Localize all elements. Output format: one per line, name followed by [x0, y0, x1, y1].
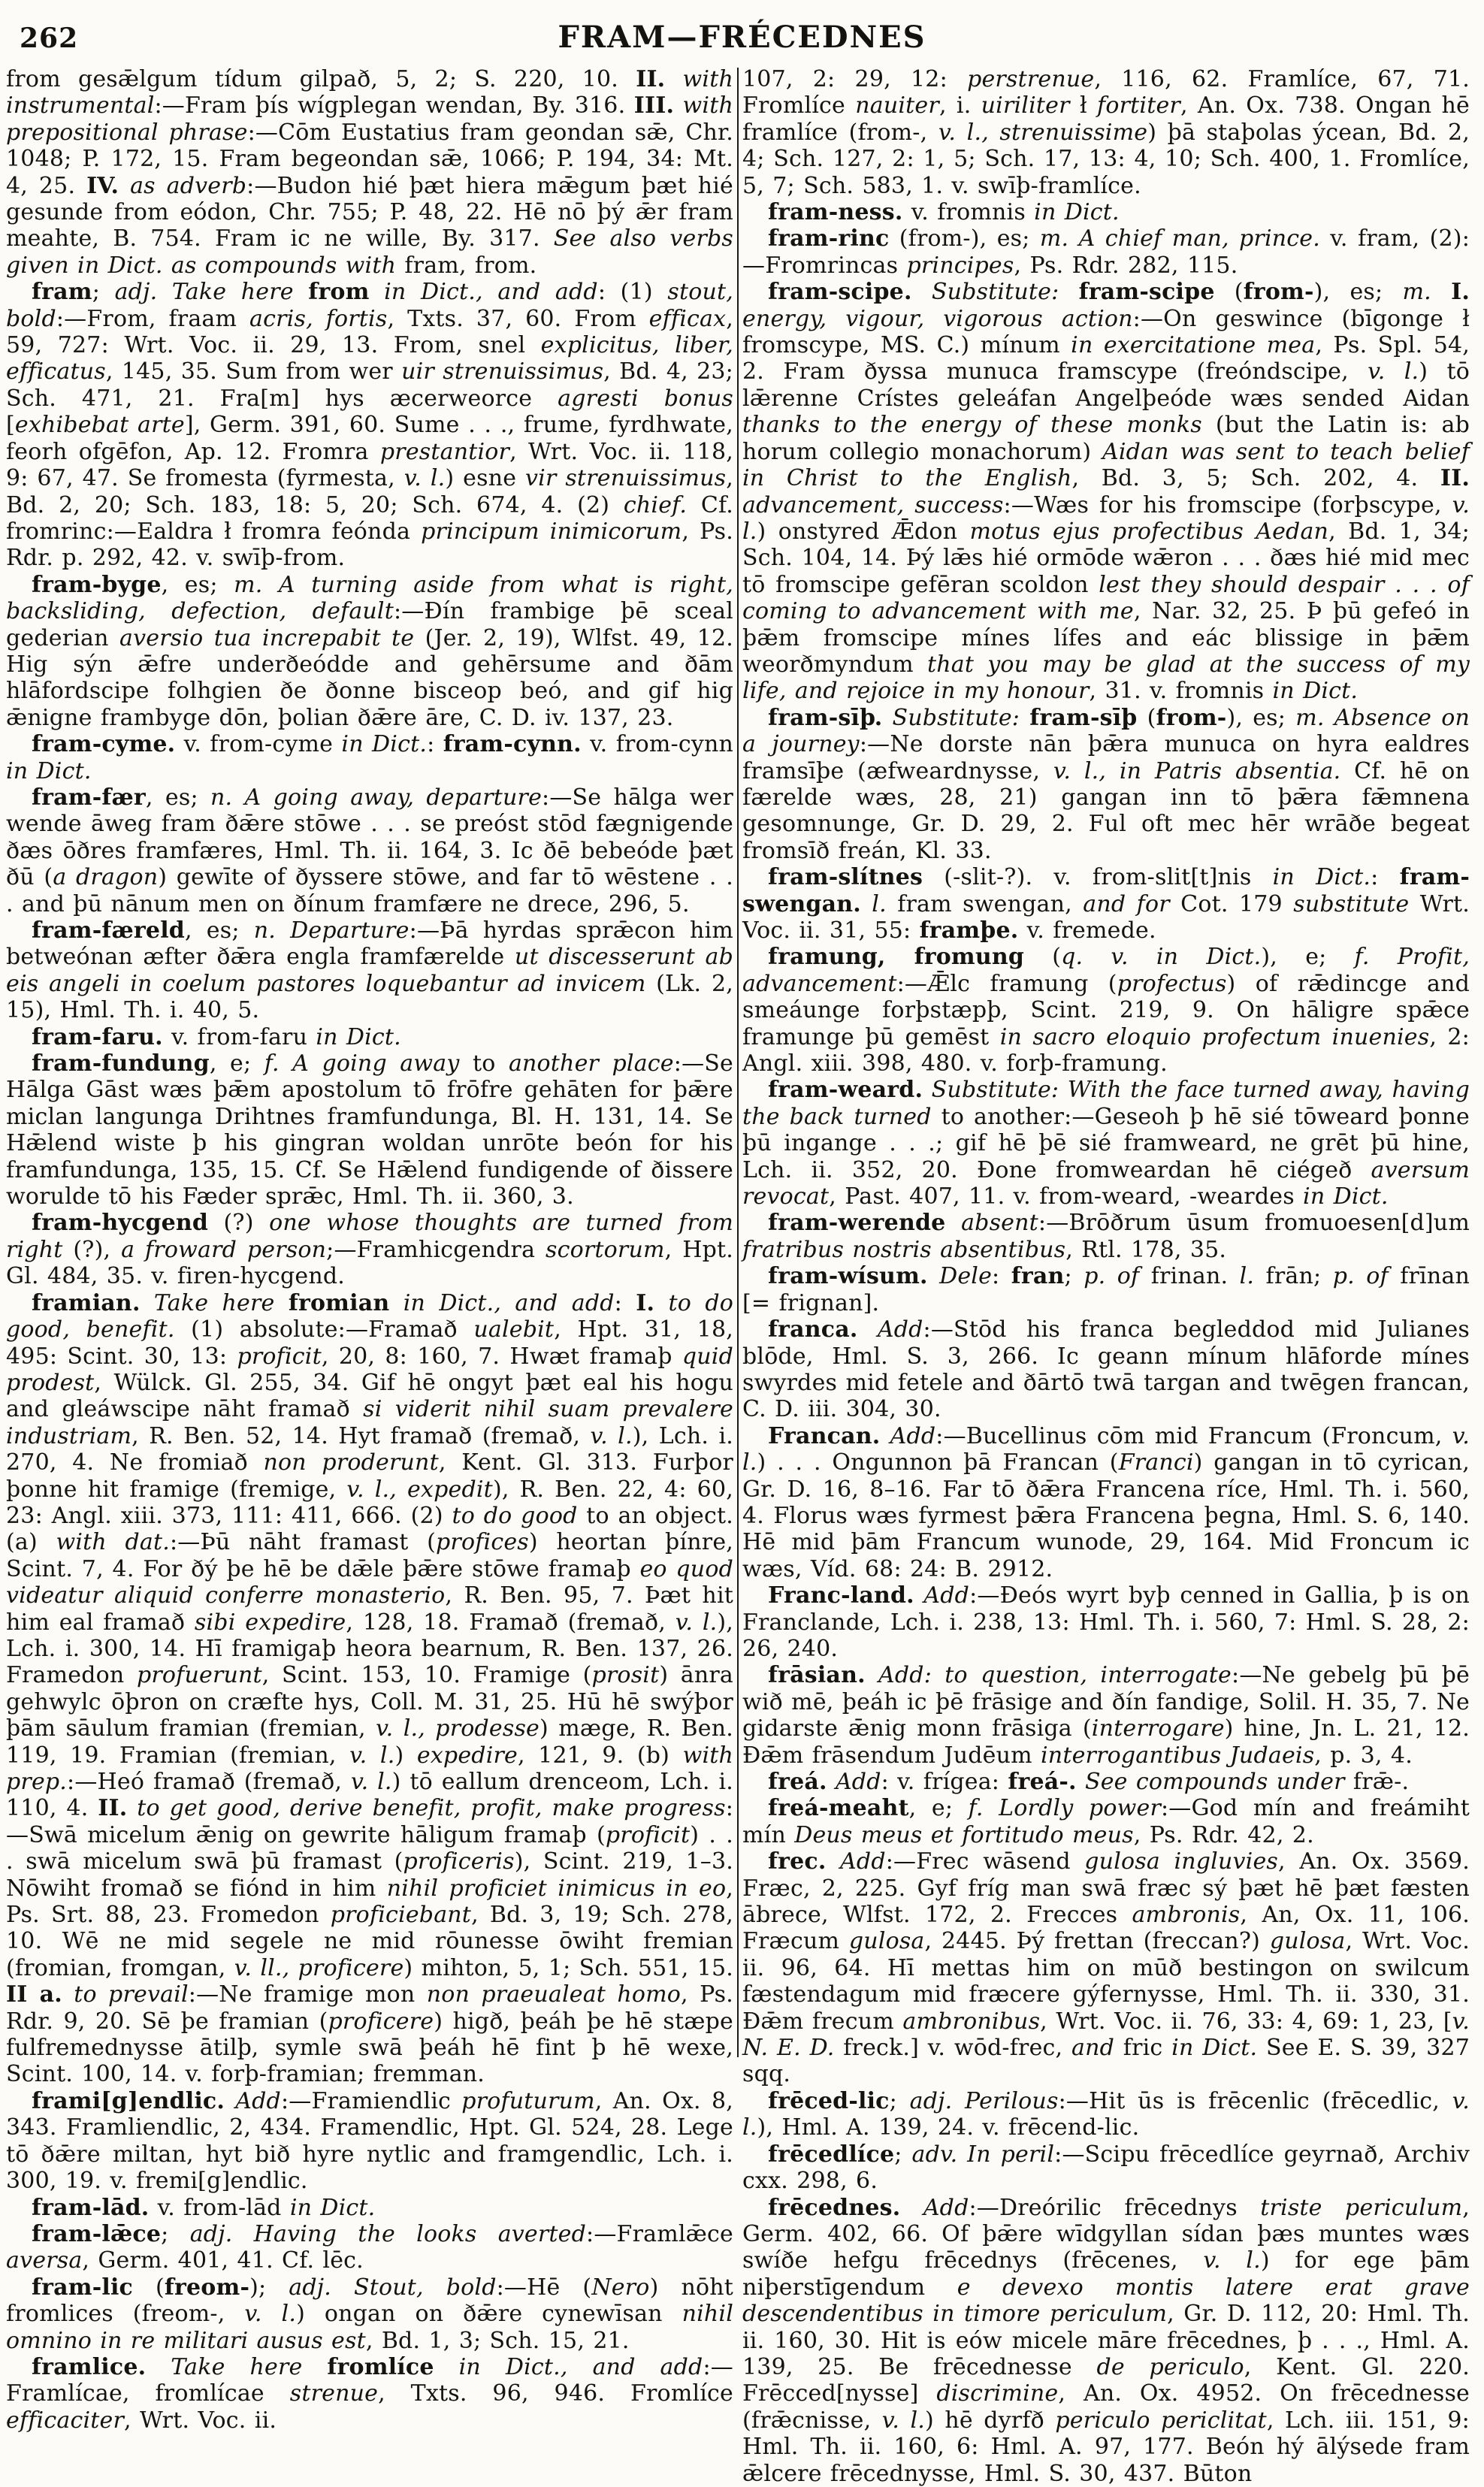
dictionary-entry: fram-werende absent:—Brōðrum ūsum fromuoesen[d]um fratribus nostris absentibus, Rtl. 178, 35. — [742, 1210, 1470, 1263]
page-number: 262 — [20, 23, 79, 54]
right-column — [742, 66, 1470, 2487]
dictionary-entry: fram-lic (freom-); adj. Stout, bold:—Hē (Nero) nōht fromlices (freom-, v. l.) ongan on ðǣre cynewīsan nihil omnino in re militari ausus est, Bd. 1, 3; Sch. 15, 21. — [6, 2274, 734, 2354]
dictionary-entry: fram-slítnes (-slit-?). v. from-slit[t]nis in Dict.: fram-swengan. l. fram swengan, and for Cot. 179 substitute Wrt. Voc. ii. 31, 55: framþe. v. fremede. — [742, 864, 1470, 944]
dictionary-entry: Franc-land. Add:—Ðeós wyrt byþ cenned in Gallia, þ is on Franclande, Lch. i. 238, 13: Hml. Th. i. 560, 7: Hml. S. 28, 2: 26, 240. — [742, 1582, 1470, 1662]
dictionary-entry: fram-fundung, e; f. A going away to another place:—Se Hālga Gāst wæs þǣm apostolum tō frōfre gehāten for þǣre miclan langunga Drihtnes framfundunga, Bl. H. 131, 14. Se Hǣlend wiste þ his gingran woldan unrōte beón for his framfundunga, 135, 15. Cf. Se Hǣlend fundigende of ðissere worulde tō his Fæder sprǣc, Hml. Th. ii. 360, 3. — [6, 1050, 733, 1210]
dictionary-entry: fram-sīþ. Substitute: fram-sīþ (from-), es; m. Absence on a journey:—Ne dorste nān þǣra munuca on hyra ealdres framsīþe (æfweardnysse, v. l., in Patris absentia. Cf. hē on færelde wæs, 28, 21) gangan inn tō þǣra fǣmnena gesomnunge, Gr. D. 29, 2. Ful oft mec hēr wrāðe begeat fromsīð freán, Kl. 33. — [742, 704, 1470, 864]
dictionary-entry: frēcednes. Add:—Dreórilic frēcednys triste periculum, Germ. 402, 66. Of þǣre wīdgyllan sídan þæs muntes wæs swíðe hefgu frēcednys (frēcenes, v. l.) for ege þām niþerstīgendum e devexo montis latere erat grave descendentibus in timore periculum, Gr. D. 112, 20: Hml. Th. ii. 160, 30. Hit is eów micele māre frēcednes, þ . . ., Hml. A. 139, 25. Be frēcednesse de periculo, Kent. Gl. 220. Frēcced[nysse] discrimine, An. Ox. 4952. On frēcednesse (frǣcnisse, v. l.) hē dyrfð periculo periclitat, Lch. iii. 151, 9: Hml. Th. ii. 160, 6: Hml. A. 97, 177. Beón hý ālýsede fram ǣlcere frēcednysse, Hml. S. 30, 437. Būton — [742, 2194, 1470, 2487]
dictionary-entry: frami[g]endlic. Add:—Framiendlic profuturum, An. Ox. 8, 343. Framliendlic, 2, 434. Framendlic, Hpt. Gl. 524, 28. Lege tō ðǣre miltan, hyt bið hyre nytlic and framgendlic, Lch. i. 300, 19. v. fremi[g]endlic. — [6, 2087, 733, 2195]
dictionary-entry: fram-faru. v. from-faru in Dict. — [32, 1023, 401, 1050]
dictionary-entry: framung, fromung (q. v. in Dict.), e; f. Profit, advancement:—Ǣlc framung (profectus) of rǣdincge and smeáunge forþstæpþ, Scint. 219, 9. On hāligre spǣce framunge þū gemēst in sacro eloquio profectum inuenies, 2: Angl. xiii. 398, 480. v. forþ-framung. — [742, 944, 1470, 1077]
column-divider — [737, 68, 739, 2057]
dictionary-entry: fram-fær, es; n. A going away, departure:—Se hālga wer wende āweg fram ðǣre stōwe . . . se preóst stōd fægnigende ðæs ōðres framfæres, Hml. Th. ii. 164, 3. Ic ðē bebeóde þæt ðū (a dragon) gewīte of ðyssere stōwe, and far tō wēstene . . . and þū nānum men on ðínum framfære ne drece, 296, 5. — [6, 784, 733, 917]
dictionary-entry: fram-færeld, es; n. Departure:—Þā hyrdas sprǣcon him betweónan æfter ðǣra engla framfærelde ut discesserunt ab eis angeli in coelum pastores loquebantur ad invicem (Lk. 2, 15), Hml. Th. i. 40, 5. — [6, 917, 733, 1024]
dictionary-entry: fram-ness. v. fromnis in Dict. — [768, 199, 1120, 226]
dictionary-entry: fram-scipe. Substitute: fram-scipe (from-), es; m. I. energy, vigour, vigorous action:—On geswince (bīgonge ł fromscype, MS. C.) mínum in exercitatione mea, Ps. Spl. 54, 2. Fram ðyssa munuca framscype (freóndscipe, v. l.) tō lǣrenne Crístes geleáfan Angelþeóde wæs sended Aidan thanks to the energy of these monks (but the Latin is: ab horum collegio monachorum) Aidan was sent to teach belief in Christ to the English, Bd. 3, 5; Sch. 202, 4. II. advancement, success:—Wæs for his fromscipe (forþscype, v. l.) onstyred Ǣdon motus ejus profectibus Aedan, Bd. 1, 34; Sch. 104, 14. Þý lǣs hié ormōde wǣron . . . ðæs hié mid mec tō fromscipe gefēran scoldon lest they should despair . . . of coming to advancement with me, Nar. 32, 25. Þ þū gefeó in þǣm fromscipe mínes lífes and eác blissige in þǣm weorðmyndum that you may be glad at the success of my life, and rejoice in my honour, 31. v. fromnis in Dict. — [742, 279, 1470, 705]
left-column — [6, 66, 733, 2434]
page-title: FRAM—FRÉCEDNES — [558, 20, 926, 55]
dictionary-entry: frēced-lic; adj. Perilous:—Hit ūs is frēcenlic (frēcedlic, v. l.), Hml. A. 139, 24. v. frēcend-lic. — [742, 2087, 1470, 2141]
dictionary-entry: frec. Add:—Frec wāsend gulosa ingluvies, An. Ox. 3569. Fræc, 2, 225. Gyf fríg man swā fræc sý þæt hē þæt fæsten ābrece, Wlfst. 172, 2. Frecces ambronis, An, Ox. 11, 106. Fræcum gulosa, 2445. Þý frettan (freccan?) gulosa, Wrt. Voc. ii. 96, 64. Hī mettas him on mūð bestingon on swilcum fæstendagum mid fræcere gýfernysse, Hml. Th. ii. 330, 31. Ðǣm frecum ambronibus, Wrt. Voc. ii. 76, 33: 4, 69: 1, 23, [v. N. E. D. freck.] v. wōd-frec, and fric in Dict. See E. S. 39, 327 sqq. — [742, 1848, 1470, 2088]
dictionary-entry: fram-hycgend (?) one whose thoughts are turned from right (?), a froward person;—Framhicgendra scortorum, Hpt. Gl. 484, 35. v. firen-hycgend. — [6, 1210, 733, 1290]
dictionary-entry: frāsian. Add: to question, interrogate:—Ne gebelg þū þē wið mē, þeáh ic þē frāsige and ðín fandige, Solil. H. 35, 7. Ne gidarste ǣnig monn frāsiga (interrogare) hine, Jn. L. 21, 12. Ðǣm frāsendum Judēum interrogantibus Judaeis, p. 3, 4. — [742, 1662, 1470, 1769]
dictionary-entry: fram-byge, es; m. A turning aside from what is right, backsliding, defection, default:—Ðín frambige þē sceal gederian aversio tua increpabit te (Jer. 2, 19), Wlfst. 49, 12. Hig sýn ǣfre underðeódde and gehērsume and ðām hlāfordscipe folhgien ðe ðonne bisceop beó, and gif hig ǣnigne frambyge dōn, þolian ðǣre āre, C. D. iv. 137, 23. — [6, 571, 734, 731]
dictionary-entry: freá. Add: v. frígea: freá-. See compounds under frǣ-. — [768, 1769, 1410, 1795]
dictionary-entry: fram-cyme. v. from-cyme in Dict.: fram-cynn. v. from-cynn in Dict. — [6, 731, 734, 784]
dictionary-entry: 107, 2: 29, 12: perstrenue, 116, 62. Framlíce, 67, 71. Fromlíce nauiter, i. uiriliter ł fortiter, An. Ox. 738. Ongan hē framlíce (from-, v. l., strenuissime) þā staþolas ýcean, Bd. 2, 4; Sch. 127, 2: 1, 5; Sch. 17, 13: 4, 10; Sch. 400, 1. Fromlíce, 5, 7; Sch. 583, 1. v. swīþ-framlíce. — [742, 66, 1470, 199]
dictionary-entry: freá-meaht, e; f. Lordly power:—God mín and freámiht mín Deus meus et fortitudo meus, Ps. Rdr. 42, 2. — [742, 1795, 1470, 1848]
dictionary-columns — [6, 66, 1471, 2487]
dictionary-entry: Francan. Add:—Bucellinus cōm mid Francum (Froncum, v. l.) . . . Ongunnon þā Francan (Franci) gangan in tō cyrican, Gr. D. 16, 8–16. Far tō ðǣra Francena ríce, Hml. Th. i. 560, 4. Florus wæs fyrmest þǣra Francena þegna, Hml. S. 6, 140. Hē mid þām Francum wunode, 29, 164. Mid Froncum ic wæs, Víd. 68: 24: B. 2912. — [742, 1422, 1470, 1582]
dictionary-entry: fram-rinc (from-), es; m. A chief man, prince. v. fram, (2):—Fromrincas principes, Ps. Rdr. 282, 115. — [742, 225, 1470, 279]
dictionary-entry: fram-wísum. Dele: fran; p. of frinan. l. frān; p. of frīnan [= frignan]. — [742, 1263, 1470, 1316]
dictionary-entry: fram-lād. v. from-lād in Dict. — [32, 2194, 376, 2221]
page-header — [0, 12, 1484, 65]
dictionary-entry: framlice. Take here fromlíce in Dict., and add:—Framlícae, fromlícae strenue, Txts. 96, 946. Fromlíce efficaciter, Wrt. Voc. ii. — [6, 2353, 734, 2434]
dictionary-entry: fram-lǣce; adj. Having the looks averted:—Framlǣce aversa, Germ. 401, 41. Cf. lēc. — [6, 2220, 733, 2274]
dictionary-entry: frēcedlíce; adv. In peril:—Scipu frēcedlíce geyrnað, Archiv cxx. 298, 6. — [742, 2141, 1470, 2195]
dictionary-entry: franca. Add:—Stōd his franca begleddod mid Julianes blōde, Hml. S. 3, 266. Ic geann mínum hlāforde mínes swyrdes mid fetele and ðārtō twā targan and twēgen francan, C. D. iii. 304, 30. — [742, 1316, 1470, 1423]
dictionary-entry: from gesǣlgum tídum gilpað, 5, 2; S. 220, 10. II. with instrumental:—Fram þís wígplegan wendan, By. 316. III. with prepositional phrase:—Cōm Eustatius fram geondan sǣ, Chr. 1048; P. 172, 15. Fram begeondan sǣ, 1066; P. 194, 34: Mt. 4, 25. IV. as adverb:—Budon hié þæt hiera mǣgum þæt hié gesunde from eódon, Chr. 755; P. 48, 22. Hē nō þý ǣr fram meahte, B. 754. Fram ic ne wille, By. 317. See also verbs given in Dict. as compounds with fram, from. — [6, 66, 733, 279]
dictionary-entry: fram-weard. Substitute: With the face turned away, having the back turned to another:—Geseoh þ hē sié tōweard þonne þū ingange . . .; gif hē þē sié framweard, ne grēt þū hine, Lch. ii. 352, 20. Ðone fromweardan hē ciégeð aversum revocat, Past. 407, 11. v. from-weard, -weardes in Dict. — [742, 1077, 1470, 1210]
dictionary-entry: fram; adj. Take here from in Dict., and add: (1) stout, bold:—From, fraam acris, fortis, Txts. 37, 60. From efficax, 59, 727: Wrt. Voc. ii. 29, 13. From, snel explicitus, liber, efficatus, 145, 35. Sum from wer uir strenuissimus, Bd. 4, 23; Sch. 471, 21. Fra[m] hys æcerweorce agresti bonus [exhibebat arte], Germ. 391, 60. Sume . . ., frume, fyrdhwate, feorh ofgēfon, Ap. 12. Fromra prestantior, Wrt. Voc. ii. 118, 9: 67, 47. Se fromesta (fyrmesta, v. l.) esne vir strenuissimus, Bd. 2, 20; Sch. 183, 18: 5, 20; Sch. 674, 4. (2) chief. Cf. fromrinc:—Ealdra ł fromra feónda principum inimicorum, Ps. Rdr. p. 292, 42. v. swīþ-from. — [6, 279, 734, 572]
dictionary-entry: framian. Take here fromian in Dict., and add: I. to do good, benefit. (1) absolute:—Framað ualebit, Hpt. 31, 18, 495: Scint. 30, 13: proficit, 20, 8: 160, 7. Hwæt framaþ quid prodest, Wülck. Gl. 255, 34. Gif hē ongyt þæt eal his hogu and gleáwscipe nāht framað si viderit nihil suam prevalere industriam, R. Ben. 52, 14. Hyt framað (fremað, v. l.), Lch. i. 270, 4. Ne fromiað non proderunt, Kent. Gl. 313. Furþor þonne hit framige (fremige, v. l., expedit), R. Ben. 22, 4: 60, 23: Angl. xiii. 373, 111: 411, 666. (2) to do good to an object. (a) with dat.:—Þū nāht framast (profices) heortan þínre, Scint. 7, 4. For ðý þe hē be dǣle þǣre stōwe framaþ eo quod videatur aliquid conferre monasterio, R. Ben. 95, 7. Þæt hit him eal framað sibi expedire, 128, 18. Framað (fremað, v. l.), Lch. i. 300, 14. Hī framigaþ heora bearnum, R. Ben. 137, 26. Framedon profuerunt, Scint. 153, 10. Framige (prosit) ānra gehwylc ōþron on cræfte hys, Coll. M. 31, 25. Hū hē swýþor þām sāulum framian (fremian, v. l., prodesse) mæge, R. Ben. 119, 19. Framian (fremian, v. l.) expedire, 121, 9. (b) with prep.:—Heó framað (fremað, v. l.) tō eallum drenceom, Lch. i. 110, 4. II. to get good, derive benefit, profit, make progress:—Swā micelum ǣnig on gewrite hāligum framaþ (proficit) . . . swā micelum swā þū framast (proficeris), Scint. 219, 1–3. Nōwiht fromað se fiónd in him nihil proficiet inimicus in eo, Ps. Srt. 88, 23. Fromedon proficiebant, Bd. 3, 19; Sch. 278, 10. Wē ne mid segele ne mid rōunesse ōwiht fremian (fromian, fromgan, v. ll., proficere) mihton, 5, 1; Sch. 551, 15. II a. to prevail:—Ne framige mon non praeualeat homo, Ps. Rdr. 9, 20. Sē þe framian (proficere) higð, þeáh þe hē stæpe fulfremednysse ātilþ, symle swā þeáh hē fint þ hē wexe, Scint. 100, 14. v. forþ-framian; fremman. — [6, 1289, 734, 2088]
